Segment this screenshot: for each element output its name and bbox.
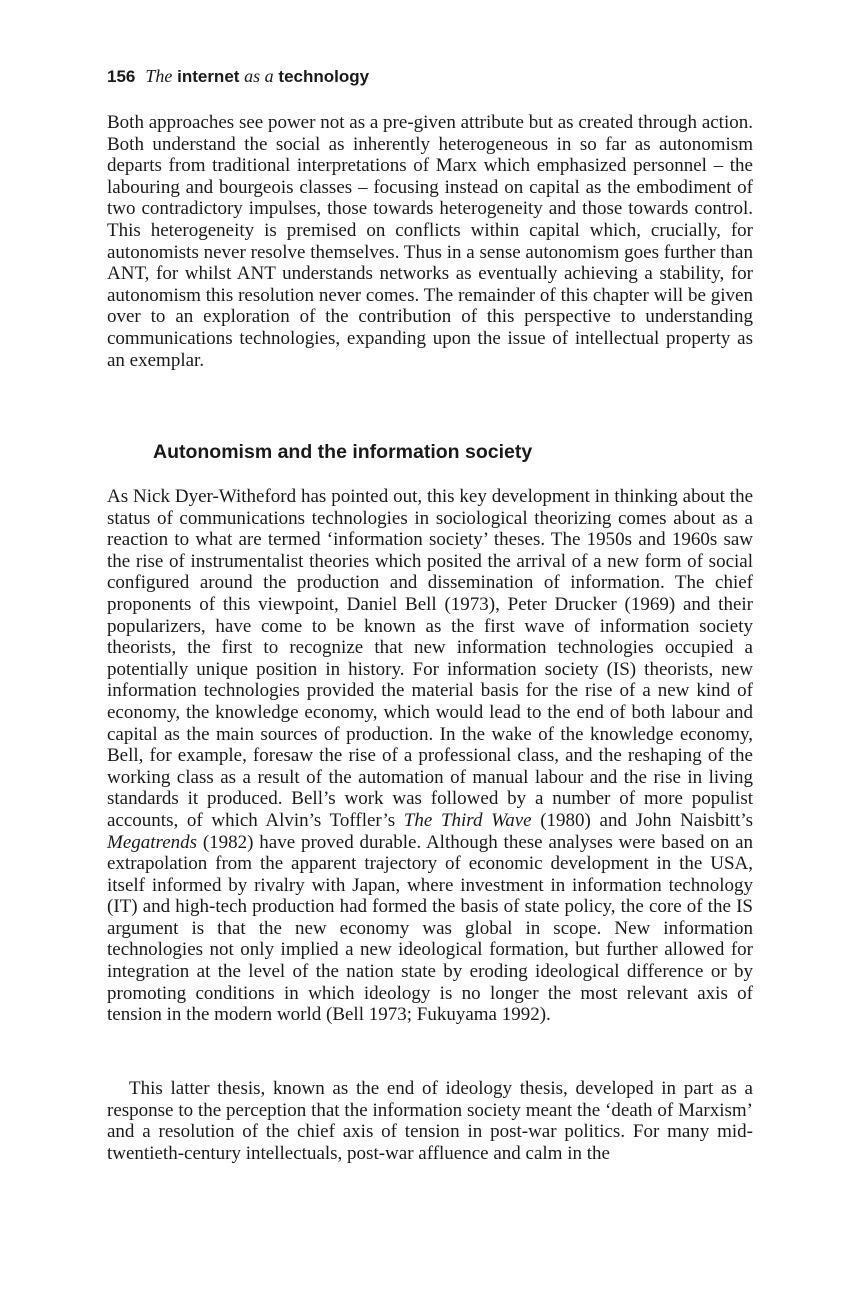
paragraph: This latter thesis, known as the end of ideology thesis, developed in part as a response to the perception that the information society meant the ‘death of Marxism’ and a resolution of the chief axis of tension in post-war politics. For many mid-twentieth-century intellectuals, post-war affluence and calm in the bbox=[107, 1078, 753, 1164]
paragraph-text: (1980) and John Naisbitt’s bbox=[531, 809, 753, 831]
book-title: The Third Wave bbox=[403, 809, 532, 831]
page-number: 156 bbox=[107, 67, 136, 86]
running-head-part: The bbox=[145, 66, 173, 86]
paragraph-text: As Nick Dyer-Witheford has pointed out, this key development in thinking about the status of communications technologies in sociological theorizing comes about as a reaction to what are termed ‘information society’ theses. The 1950s and 1960s saw the rise of instrumentalist theories which posited the arrival of a new form of social configured around the production and dissemination of information. The chief proponents of this viewpoint, Daniel Bell (1973), Peter Drucker (1969) and their popularizers, have come to be known as the first wave of information society theorists, the first to recognize that new information technologies occupied a potentially unique position in history. For information society (IS) theorists, new information technologies provided the material basis for the rise of a new kind of economy, the knowledge economy, which would lead to the end of both labour and capital as the main sources of production. In the wake of the knowledge economy, Bell, for example, foresaw the rise of a professional class, and the reshaping of the working class as a result of the automation of manual labour and the rise in living standards it produced. Bell’s work was followed by a number of more populist accounts, of which Alvin’s Toffler’s bbox=[107, 486, 753, 831]
running-head-part: as a bbox=[244, 66, 274, 86]
book-title: Megatrends bbox=[107, 831, 198, 853]
paragraph: Both approaches see power not as a pre-given attribute but as created through action. Both understand the social as inherently heterogeneous in so far as autonomism departs from traditional interpretations of Marx which emphasized personnel – the labouring and bourgeois classes – focusing instead on capital as the embodiment of two contradictory impulses, those towards heterogeneity and those towards control. This heterogeneity is premised on conflicts within capital which, crucially, for autonomists never resolve themselves. Thus in a sense autonomism goes further than ANT, for whilst ANT understands networks as eventually achieving a stability, for autonomism this resolution never comes. The remainder of this chapter will be given over to an exploration of the contribution of this perspective to understanding communications technologies, expanding upon the issue of intellectual property as an exemplar. bbox=[107, 112, 753, 371]
paragraph-text: (1982) have proved durable. Although these analyses were based on an extrapolation from the apparent trajectory of economic development in the USA, itself informed by rivalry with Japan, where investment in information technology (IT) and high-tech production had formed the basis of state policy, the core of the IS argument is that the new economy was global in scope. New information technologies not only implied a new ideological formation, but further allowed for integration at the level of the nation state by eroding ideological difference or by promoting conditions in which ideology is no longer the most relevant axis of tension in the modern world (Bell 1973; Fukuyama 1992). bbox=[107, 831, 753, 1026]
running-head bbox=[107, 66, 369, 87]
section-heading: Autonomism and the information society bbox=[153, 441, 533, 463]
running-head-part: technology bbox=[273, 67, 370, 86]
running-head-part: internet bbox=[172, 67, 245, 86]
paragraph bbox=[107, 486, 753, 1026]
